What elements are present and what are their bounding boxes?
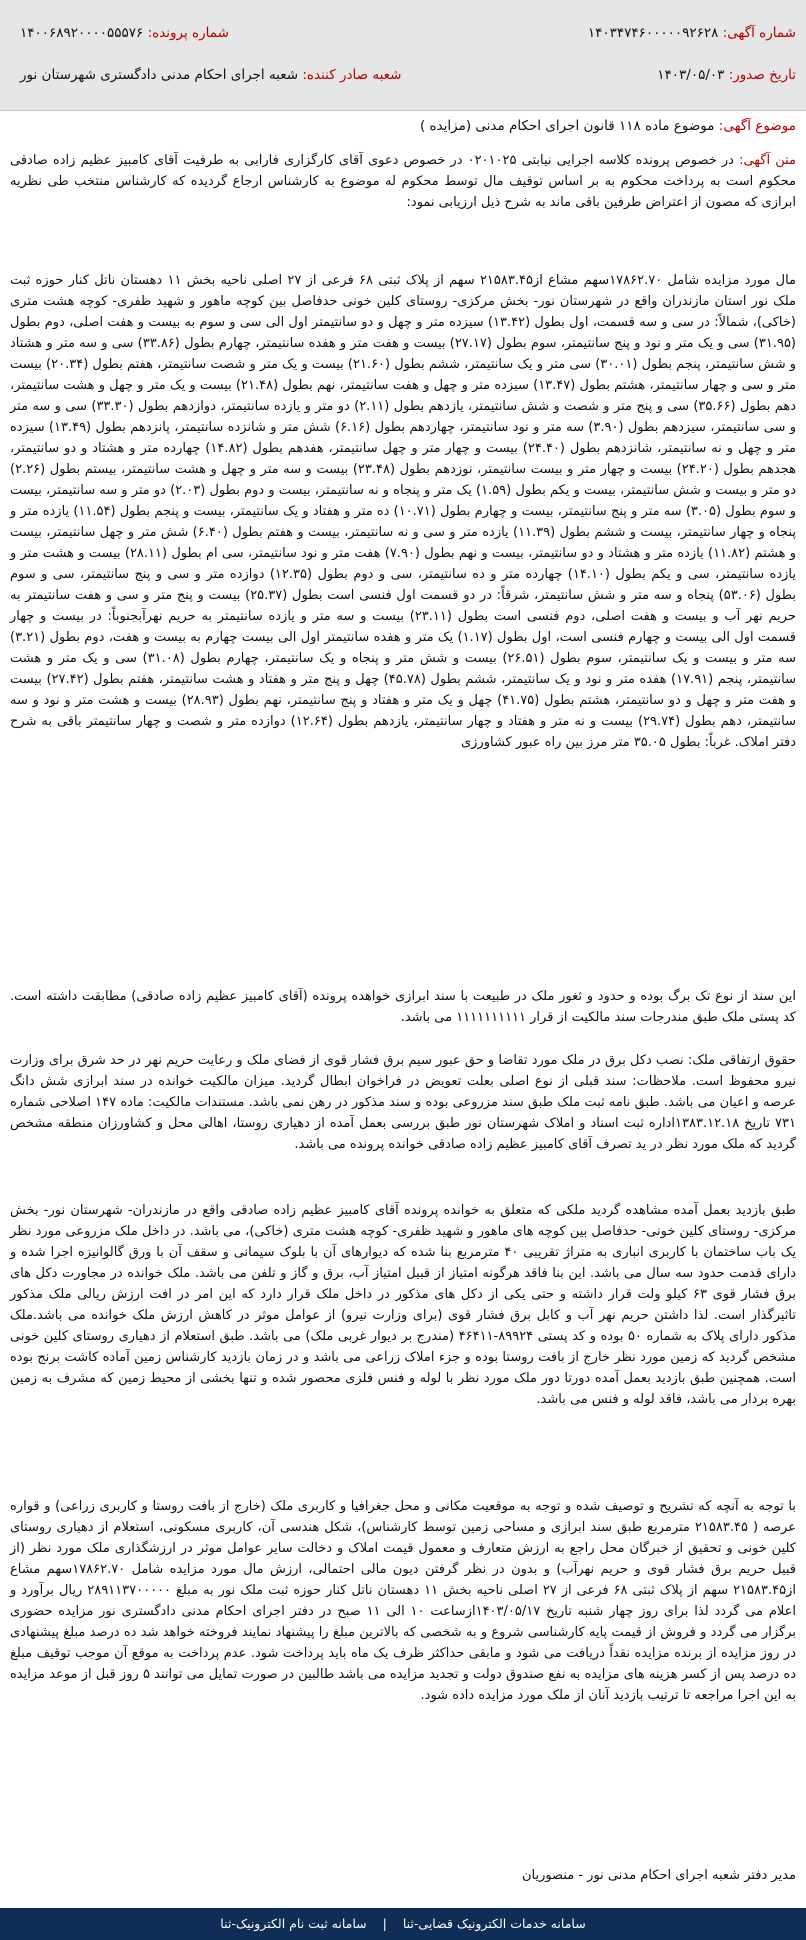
notice-intro <box>10 150 796 213</box>
notice-subject <box>10 118 796 134</box>
intro-text: در خصوص پرونده کلاسه اجرایی نیابتی ۰۲۰۱۰۲۵ در خصوص دعوی آقای کارگزاری فارابی به طرفیت آقای کامبیز عظیم زاده صادقی محکوم است به پرداخت محکوم به بر اساس توقیف مال توسط محکوم له موضوع به کارشناس ارجاع گردیده که کارشناس منتخب طی نظریه ابرازی که مصون از اعتراض طرفین باقی ماند به شرح ذیل ارزیابی نمود: <box>10 153 796 210</box>
issuing-branch-value: شعبه اجرای احکام مدنی دادگستری شهرستان نور <box>20 67 299 83</box>
case-number-value: ۱۴۰۰۶۸۹۲۰۰۰۰۵۵۵۷۶ <box>20 25 144 41</box>
issue-date <box>657 60 796 90</box>
subject-text: موضوع ماده ۱۱۸ قانون اجرای احکام مدنی (مزایده ) <box>419 118 715 134</box>
footer-bar <box>0 1908 806 1940</box>
footer-separator: | <box>382 1916 387 1931</box>
body-label: متن آگهی: <box>739 153 796 168</box>
issuing-branch <box>20 60 401 90</box>
case-number <box>20 18 229 48</box>
header-panel <box>0 0 806 111</box>
signature-line: مدیر دفتر شعبه اجرای احکام مدنی نور - منصوریان <box>521 1868 796 1883</box>
issue-date-label: تاریخ صدور: <box>728 67 796 83</box>
footer-link-registration[interactable]: سامانه ثبت نام الکترونیک-ثنا <box>220 1916 367 1931</box>
document-note: این سند از نوع تک برگ بوده و حدود و ثغور ملک در طبیعت با سند ابرازی خواهده پرونده (آقای کامبیز عظیم زاده صادقی) مطابقت داشته است. کد پستی ملک طبق مندرجات سند مالکیت از قرار ۱۱۱۱۱۱۱۱۱۱ می باشد. <box>10 989 796 1025</box>
ad-number <box>588 18 796 48</box>
property-description: مال مورد مزایده شامل ۱۷۸۶۲.۷۰سهم مشاع از۲۱۵۸۳.۴۵ سهم از پلاک ثبتی ۶۸ فرعی از ۲۷ اصلی ناحیه بخش ۱۱ دهستان ناتل کنار حوزه ثبت ملک نور استان مازندران واقع در شهرستان نور- بخش مرکزی- روستای کلین خونی حدفاصل بین کوچه ماهور و شهید ظفری- کوچه هشت متری (خاکی)، شمالاً: در سی و سه قسمت، اول بطول (۱۳.۴۲) سیزده متر و چهل و دو سانتیمتر اول الی سی و سوم به بیست و هفت اصلی، دوم بطول (۳۱.۹۵) سی و یک متر و نود و پنج سانتیمتر، سوم بطول (۲۷.۱۷) بیست و هفت متر و هفده سانتیمتر، چهارم بطول (۳۳.۸۶) سی و سه متر و هشتاد و شش سانتیمتر، پنجم بطول (۳۰.۰۱) سی متر و یک سانتیمتر، ششم بطول (۲۱.۶۰) بیست و یک متر و شصت سانتیمتر، هفتم بطول (۲۰.۳۴) بیست متر و سی و چهار سانتیمتر، هشتم بطول (۱۳.۴۷) سیزده متر و چهل و هفت سانتیمتر، نهم بطول (۲۱.۴۸) بیست و یک متر و چهل و هشت سانتیمتر، دهم بطول (۳۵.۶۶) سی و پنج متر و شصت و شش سانتیمتر، یازدهم بطول (۲.۱۱) دو متر و یازده سانتیمتر، دوازدهم بطول (۳۳.۳۰) سی و سه متر و سی سانتیمتر، سیزدهم بطول (۳.۹۰) سه متر و نود سانتیمتر، چهاردهم بطول (۶.۱۶) شش متر و شانزده سانتیمتر، پانزدهم بطول (۱۳.۴۹) سیزده متر و چهل و نه سانتیمتر، شانزدهم بطول (۲۴.۴۰) بیست و چهار متر و چهل سانتیمتر، هفدهم بطول (۱۴.۸۲) چهارده متر و هشتاد و دو سانتیمتر، هجدهم بطول (۲۴.۲۰) بیست و چهار متر و بیست سانتیمتر، نوزدهم بطول (۲۳.۴۸) بیست و سه متر و چهل و هشت سانتیمتر، بیستم بطول (۲.۲۶) دو متر و بیست و شش سانتیمتر، بیست و یکم بطول (۱.۵۹) یک متر و پنجاه و نه سانتیمتر، بیست و دوم بطول (۲.۰۳) دو متر و سه سانتیمتر، بیست و سوم بطول (۳.۰۵) سه متر و پنج سانتیمتر، بیست و چهارم بطول (۱۰.۷۱) ده متر و هفتاد و یک سانتیمتر، بیست و پنجم بطول (۱۱.۵۴) یازده متر و پنجاه و چهار سانتیمتر، بیست و ششم بطول (۱۱.۳۹) یازده متر و سی و نه سانتیمتر، بیست و هفتم بطول (۶.۴۰) شش متر و چهل سانتیمتر، بیست و هشتم (۱۱.۸۲) یازده متر و هشتاد و دو سانتیمتر، بیست و نهم بطول (۷.۹۰) هفت متر و نود سانتیمتر، سی ام بطول (۲۸.۱۱) بیست و هشت متر و یازده سانتیمتر، سی و یکم بطول (۱۴.۱۰) چهارده متر و ده سانتیمتر، سی و دوم بطول (۱۲.۳۵) دوازده متر و سی و پنج سانتیمتر، سی و سوم بطول (۵۳.۰۶) پنجاه و سه متر و شش سانتیمتر، شرقاً: در دو قسمت اول فنسی است بطول (۲۵.۳۷) بیست و پنج متر و سی و هفت سانتیمتر به حریم نهر آب و بیست و هفت اصلی، دوم فنسی است بطول (۲۳.۱۱) بیست و سه متر و یازده سانتیمتر به حریم نهرآبجنوباً: در بیست و چهار قسمت اول الی بیست و چهارم فنسی است، اول بطول (۱.۱۷) یک متر و هفده سانتیمتر اول الی بیست چهارم به بیست و هفت، دوم بطول (۳.۲۱) سه متر و بیست و یک سانتیمتر، سوم بطول (۲۶.۵۱) بیست و شش متر و پنجاه و یک سانتیمتر، چهارم بطول (۳۱.۰۸) سی و یک متر و هشت سانتیمتر، پنجم (۱۷.۹۱) هفده متر و نود و یک سانتیمتر، ششم بطول (۴۵.۷۸) چهل و پنج متر و هفتاد و هشت سانتیمتر، هفتم بطول (۲۷.۴۲) بیست و هفت متر و چهل و دو سانتیمتر، هشتم بطول (۴۱.۷۵) چهل و یک متر و هفتاد و پنج سانتیمتر، نهم بطول (۲۸.۹۳) بیست و هشت متر و نود و سه سانتیمتر، دهم بطول (۲۹.۷۴) بیست و نه متر و هفتاد و چهار سانتیمتر، یازدهم بطول (۱۲.۶۴) دوازده متر و شصت و چهار سانتیمتر باقی به شرح دفتر املاک. غرباً: بطول ۳۵.۰۵ متر مرز بین راه عبور کشاورزی <box>10 273 797 750</box>
subject-label: موضوع آگهی: <box>718 118 796 134</box>
footer-link-electronic-services[interactable]: سامانه خدمات الکترونیک قضایی-ثنا <box>402 1916 586 1931</box>
valuation-paragraph: با توجه به آنچه که تشریح و توصیف شده و توجه به موقعیت مکانی و محل جغرافیا و کاربری ملک (خارج از بافت روستا و کاربری زراعی) و قواره عرصه ( ۲۱۵۸۳.۴۵ مترمربع طبق سند ابرازی و مساحی زمین توسط کارشناس)، شکل هندسی آن، کاربری مسکونی، استعلام از دهیاری روستای کلین خونی و تحقیق از خبرگان محل راجع به ارزش متعارف و معمول قیمت املاک و دخالت سایر عوامل موثر در ارزشگذاری ملک مورد نظر (از قبیل حریم برق فشار قوی و حریم نهرآب) و بدون در نظر گرفتن دیون مالی احتمالی، ارزش مال مورد مزایده شامل ۱۷۸۶۲.۷۰سهم مشاع از۲۱۵۸۳.۴۵ سهم از پلاک ثبتی ۶۸ فرعی از ۲۷ اصلی ناحیه بخش ۱۱ دهستان ناتل کنار حوزه ثبت ملک نور به مبلغ ۲۸۹۱۱۳۷۰۰۰۰۰ ریال برآورد و اعلام می گردد لذا برای روز چهار شنبه تاریخ ۱۴۰۳/۰۵/۱۷ازساعت ۱۰ الی ۱۱ صبح در دفتر اجرای احکام مدنی دادگستری نور مزایده حضوری برگزار می گردد و فروش از قیمت پایه کارشناسی شروع و به شخصی که بالاترین مبلغ را پیشنهاد نمایند فروخته خواهد شد ده درصد مبلغ پیشنهادی در روز مزایده از برنده مزایده نقداً دریافت می شود و مابقی حداکثر ظرف یک ماه باید پرداخت شود. عدم پرداخت به موقع آن موجب توقیف مبلغ ده درصد پس از کسر هزینه های مزایده به نفع صندوق دولت و تجدید مزایده می باشد طالبین در صورت تمایل می توانند ۵ روز قبل از موعد مزایده به این اجرا مراجعه تا ترتیب بازدید آنان از ملک مورد مزایده داده شود. <box>10 1499 796 1703</box>
easements-paragraph: حقوق ارتفاقی ملک: نصب دکل برق در ملک مورد تقاضا و حق عبور سیم برق فشار قوی از فضای ملک و رعایت حریم نهر در حد شرق برای وزارت نیرو محفوظ است. ملاحظات: سند قبلی از نوع اصلی بعلت تعویض در فراخوان ابطال گردید. میزان مالکیت خوانده در سند ابرازی شش دانگ عرصه و اعیان می باشد. طبق نامه ثبت ملک طبق سند مزروعی بوده و سند مذکور در رهن نمی باشد. مستندات مالکیت: ماده ۱۴۷ اصلاحی شماره ۷۳۱ تاریخ ۱۳۸۳.۱۲.۱۸اداره ثبت اسناد و املاک شهرستان نور طبق بررسی بعمل آمده از دهیاری روستا، اهالی محل و کشاورزان منطقه مشخص گردید که ملک مورد نظر در ید تصرف آقای کامبیز عظیم زاده صادقی خوانده پرونده می باشد. <box>10 1053 796 1152</box>
issue-date-value: ۱۴۰۳/۰۵/۰۳ <box>657 67 725 83</box>
case-number-label: شماره پرونده: <box>147 25 229 41</box>
inspection-paragraph: طبق بازدید بعمل آمده مشاهده گردید ملکی که متعلق به خوانده پرونده آقای کامبیز عظیم زاده صادقی واقع در مازندران- شهرستان نور- بخش مرکزی- روستای کلین خونی- حدفاصل بین کوچه های ماهور و شهید ظفری- کوچه هشت متری (خاکی)، می باشد. در داخل ملک مزروعی مورد نظر یک باب ساختمان با کاربری انباری به متراژ تقریبی ۴۰ مترمربع بنا شده که دیوارهای آن با بلوک سیمانی و سقف آن با ورق گالوانیزه اجرا شده و دارای قدمت حدود سه سال می باشد. این بنا فاقد هرگونه امتیاز از قبیل امتیاز آب، برق و گاز و تلفن می باشد. ملک خوانده در مجاورت دکل های برق فشار قوی ۶۳ کیلو ولت قرار داشته و حتی یکی از دکل های مذکور در داخل ملک قرار دارد که این امر در افت ارزش ریالی ملک مذکور تاثیرگذار است. لذا داشتن حریم نهر آب و کابل برق فشار قوی (برای وزارت نیرو) از عوامل موثر در کاهش ارزش ملک خوانده می باشد.ملک مذکور دارای پلاک به شماره ۵۰ بوده و کد پستی ۸۹۹۲۴-۴۶۴۱۱ (مندرج بر دیوار غربی ملک) می باشد. طبق استعلام از دهیاری روستای کلین خونی مشخص گردید که زمین مورد نظر خارج از بافت روستا بوده و جزء املاک زراعی می باشد و در زمان بازدید کارشناس زمین آماده کاشت برنج بوده است. همچنین طبق بازدید بعمل آمده دورتا دور ملک مورد نظر با لوله و فنس فلزی محصور شده و تنها بخشی از محیط زمین که مشرف به زمین بهره بردار می باشد، فاقد لوله و فنس می باشد. <box>10 1203 796 1407</box>
ad-number-label: شماره آگهی: <box>722 25 796 41</box>
ad-number-value: ۱۴۰۳۴۷۴۶۰۰۰۰۰۹۲۶۲۸ <box>587 25 719 41</box>
issuing-branch-label: شعبه صادر کننده: <box>302 67 402 83</box>
